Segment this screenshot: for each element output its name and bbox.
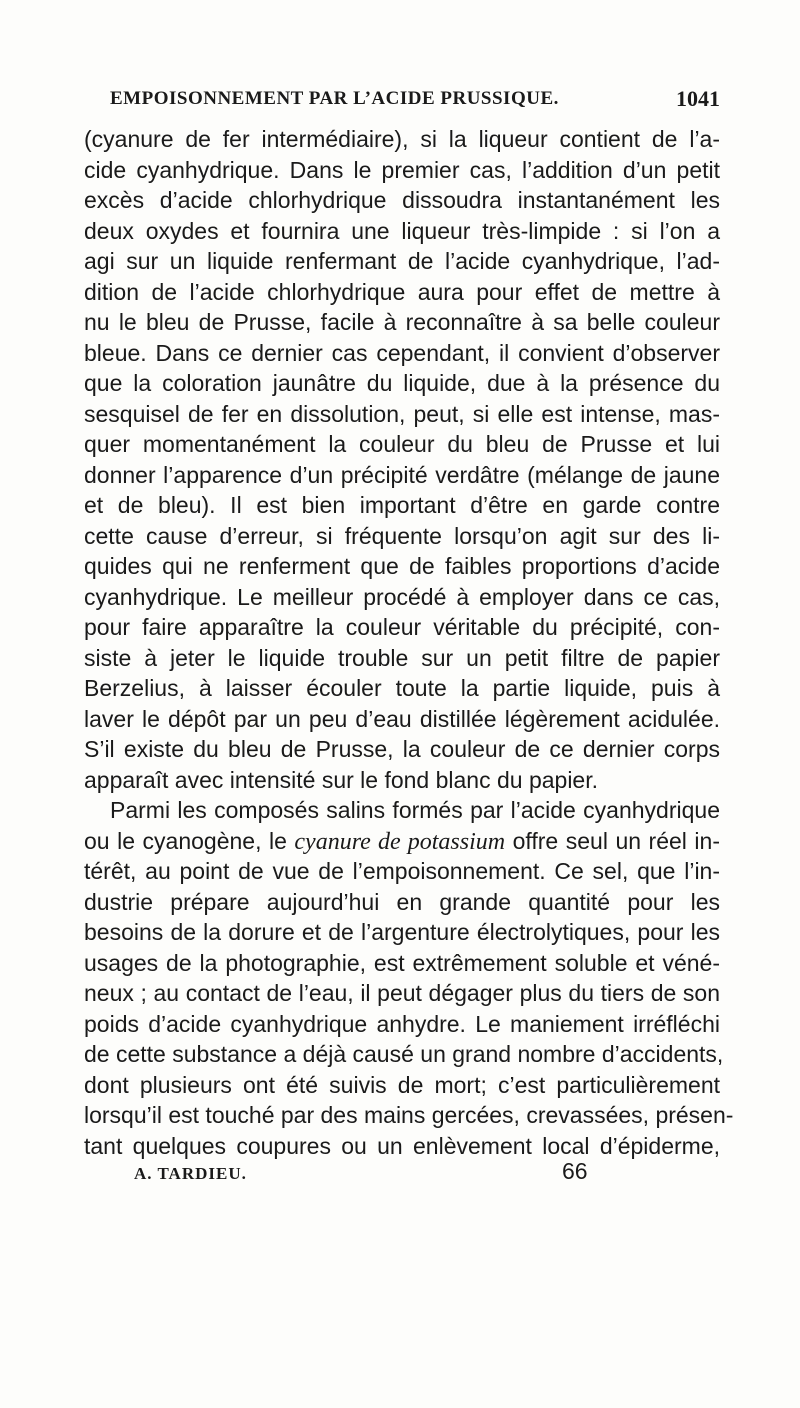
page-number: 1041 [676, 86, 720, 111]
text-line: nu le bleu de Prusse, facile à reconnaître à sa belle couleur [84, 309, 720, 335]
text-line: et de bleu). Il est bien important d’être en garde contre [84, 492, 720, 518]
text-line: quer momentanément la couleur du bleu de Prusse et lui [84, 431, 720, 457]
sheet-number: 66 [562, 1158, 588, 1184]
text-line: donner l’apparence d’un précipité verdâtre (mélange de jaune [84, 461, 720, 488]
text-line-paragraph-start: Parmi les composés salins formés par l’acide cyanhydrique [110, 797, 720, 823]
text-line: cyanhydrique. Le meilleur procédé à employer dans ce cas, [84, 583, 720, 610]
text-line: agi sur un liquide renfermant de l’acide cyanhydrique, l’ad- [84, 248, 720, 274]
text-line: siste à jeter le liquide trouble sur un petit filtre de papier [84, 644, 720, 671]
text-line: S’il existe du bleu de Prusse, la couleur de ce dernier corps [84, 736, 720, 762]
text-line-with-italic [84, 826, 720, 857]
italic-term: cyanure de potassium [294, 828, 506, 855]
text-line: deux oxydes et fournira une liqueur très-limpide : si l’on a [84, 217, 720, 244]
text-line: Berzelius, à laisser écouler toute la partie liquide, puis à [84, 675, 720, 701]
running-title: EMPOISONNEMENT PAR L’ACIDE PRUSSIQUE. [110, 88, 559, 109]
text-line: cide cyanhydrique. Dans le premier cas, l’addition d’un petit [84, 156, 720, 183]
page-footer [134, 1158, 724, 1186]
text-line-paragraph-end: apparaît avec intensité sur le fond blanc du papier. [84, 766, 599, 793]
text-fragment: ou le cyanogène, le [84, 827, 295, 854]
text-line: usages de la photographie, est extrêmement soluble et véné- [84, 949, 720, 976]
text-line: dition de l’acide chlorhydrique aura pour effet de mettre à [84, 278, 720, 305]
text-line: dustrie prépare aujourd’hui en grande quantité pour les [84, 888, 720, 915]
text-line: lorsqu’il est touché par des mains gercées, crevassées, présen- [84, 1102, 734, 1128]
text-line: laver le dépôt par un peu d’eau distillée légèrement acidulée. [84, 705, 720, 732]
text-line: pour faire apparaître la couleur véritable du précipité, con- [84, 614, 720, 640]
text-line: poids d’acide cyanhydrique anhydre. Le maniement irréfléchi [84, 1010, 720, 1037]
text-line: que la coloration jaunâtre du liquide, due à la présence du [84, 370, 720, 396]
text-line: (cyanure de fer intermédiaire), si la liqueur contient de l’a- [84, 126, 720, 152]
text-line: de cette substance a déjà causé un grand nombre d’accidents, [84, 1041, 724, 1067]
text-line: tant quelques coupures ou un enlèvement local d’épiderme, [84, 1132, 720, 1159]
author-signature: A. TARDIEU. [134, 1164, 247, 1183]
text-line: térêt, au point de vue de l’empoisonnement. Ce sel, que l’in- [84, 858, 720, 884]
text-line: excès d’acide chlorhydrique dissoudra instantanément les [84, 187, 720, 213]
text-line: dont plusieurs ont été suivis de mort; c’est particulièrement [84, 1071, 720, 1098]
text-line: bleue. Dans ce dernier cas cependant, il convient d’observer [84, 339, 720, 366]
body-text [84, 124, 734, 1161]
text-line: sesquisel de fer en dissolution, peut, si elle est intense, mas- [84, 400, 720, 427]
text-line: cette cause d’erreur, si fréquente lorsqu’on agit sur des li- [84, 522, 720, 549]
text-line: quides qui ne renferment que de faibles proportions d’acide [84, 553, 720, 579]
text-line: neux ; au contact de l’eau, il peut dégager plus du tiers de son [84, 980, 720, 1006]
text-line: besoins de la dorure et de l’argenture électrolytiques, pour les [84, 919, 720, 945]
page-header [110, 88, 720, 116]
text-fragment: offre seul un réel in- [505, 827, 720, 854]
